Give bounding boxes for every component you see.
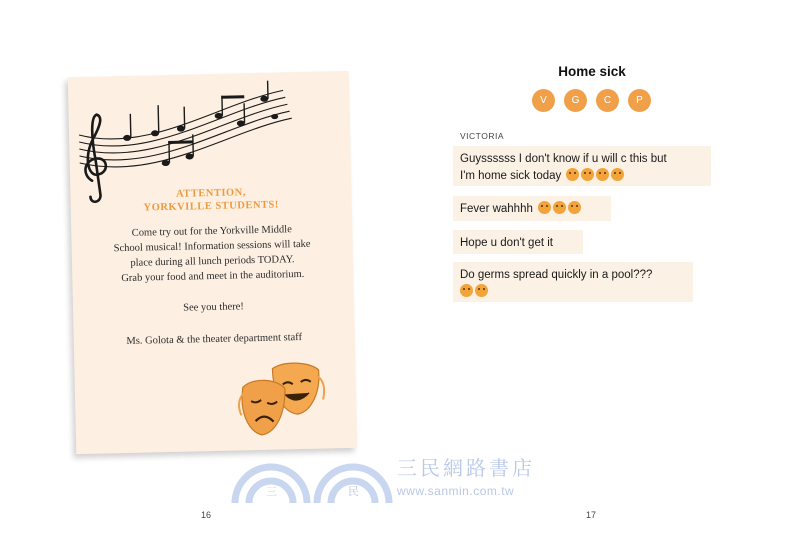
avatar: C xyxy=(596,89,619,112)
message-text: Hope u don't get it xyxy=(460,237,553,249)
emoji-icon xyxy=(553,201,566,214)
page-number-right: 17 xyxy=(586,510,597,520)
flyer-body-line: place during all lunch periods TODAY. xyxy=(130,254,295,269)
watermark-char: 三 xyxy=(266,485,277,498)
flyer-body-line: Come try out for the Yorkville Middle xyxy=(131,224,292,239)
flyer-title-line1: ATTENTION, xyxy=(175,187,246,200)
message-text: I'm home sick today xyxy=(460,170,562,182)
avatar: G xyxy=(564,89,587,112)
emoji-icon xyxy=(568,201,581,214)
message-bubble xyxy=(453,262,693,302)
message-text: Fever wahhhh xyxy=(460,203,533,215)
message-bubble xyxy=(453,196,611,221)
sender-name: VICTORIA xyxy=(460,131,504,141)
watermark-url: www.sanmin.com.tw xyxy=(397,484,515,498)
theater-flyer xyxy=(68,71,357,454)
flyer-body-line: Grab your food and meet in the auditorium. xyxy=(121,268,305,285)
flyer-see-you: See you there! xyxy=(183,301,244,314)
participant-avatars xyxy=(532,89,651,112)
flyer-body xyxy=(89,221,335,287)
message-bubble xyxy=(453,146,711,186)
flyer-title-line2: YORKVILLE STUDENTS! xyxy=(143,199,279,214)
emoji-icon xyxy=(611,168,624,181)
message-bubble xyxy=(453,230,583,254)
message-text: Guyssssss I don't know if u will c this but xyxy=(460,153,667,165)
emoji-icon xyxy=(566,168,579,181)
watermark-char: 民 xyxy=(348,485,359,498)
emoji-icon xyxy=(581,168,594,181)
emoji-icon xyxy=(538,201,551,214)
message-text: Do germs spread quickly in a pool??? xyxy=(460,269,653,281)
theater-masks-icon xyxy=(234,355,336,443)
emoji-icon xyxy=(475,284,488,297)
avatar: P xyxy=(628,89,651,112)
flyer-signature: Ms. Golota & the theater department staff xyxy=(126,331,303,347)
page-number-left: 16 xyxy=(201,510,212,520)
emoji-icon xyxy=(596,168,609,181)
watermark-name: 三民網路書店 xyxy=(397,456,535,480)
flyer-body-line: School musical! Information sessions will take xyxy=(113,238,311,255)
chat-title: Home sick xyxy=(558,64,626,79)
emoji-icon xyxy=(460,284,473,297)
avatar: V xyxy=(532,89,555,112)
